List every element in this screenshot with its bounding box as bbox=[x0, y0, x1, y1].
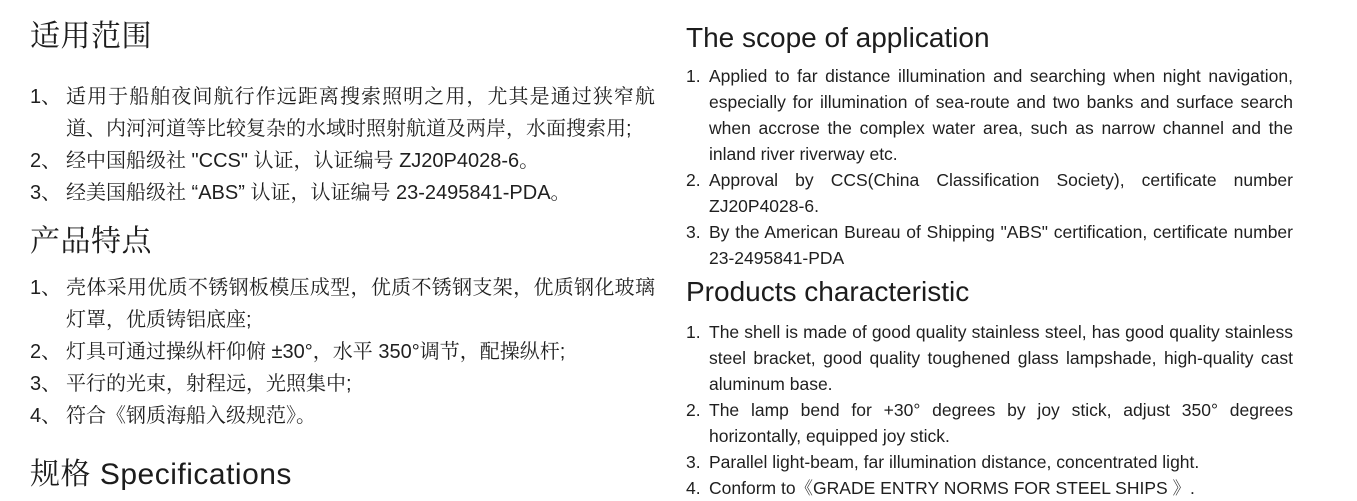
specifications-heading: 规格 Specifications bbox=[30, 458, 292, 491]
list-item bbox=[686, 167, 1293, 219]
list-item-marker: 3. bbox=[686, 452, 701, 473]
list-item-text: The lamp bend for +30° degrees by joy stick, adjust 350° degrees horizontally, equipped joy stick. bbox=[709, 400, 1293, 447]
list-item-text: 经中国船级社 "CCS" 认证，认证编号 ZJ20P4028-6。 bbox=[66, 149, 540, 172]
list-item-marker: 3、 bbox=[30, 181, 62, 204]
list-item-text: Approval by CCS(China Classification Society), certificate number ZJ20P4028-6. bbox=[709, 170, 1293, 217]
list-item-marker: 2、 bbox=[30, 149, 62, 172]
characteristics-heading-en: Products characteristic bbox=[686, 276, 970, 308]
list-item bbox=[686, 219, 1293, 271]
list-item-text: 经美国船级社 “ABS” 认证，认证编号 23-2495841-PDA。 bbox=[66, 181, 571, 204]
list-item-text: Parallel light-beam, far illumination distance, concentrated light. bbox=[709, 452, 1200, 473]
list-item-marker: 4. bbox=[686, 478, 701, 499]
scope-heading-en: The scope of application bbox=[686, 22, 990, 53]
scope-list-zh bbox=[30, 81, 655, 209]
list-item bbox=[30, 177, 655, 209]
list-item bbox=[30, 336, 655, 368]
list-item-marker: 3、 bbox=[30, 373, 62, 395]
features-heading-zh: 产品特点 bbox=[30, 224, 152, 258]
list-item bbox=[30, 400, 655, 432]
list-item-marker: 4、 bbox=[30, 405, 62, 427]
scope-list-en bbox=[686, 63, 1293, 271]
list-item-marker: 3. bbox=[686, 222, 701, 243]
list-item-marker: 1. bbox=[686, 322, 701, 343]
list-item-text: 平行的光束，射程远，光照集中; bbox=[66, 373, 352, 395]
list-item bbox=[686, 397, 1293, 449]
list-item-marker: 2. bbox=[686, 400, 701, 421]
list-item bbox=[686, 63, 1293, 167]
list-item bbox=[30, 368, 655, 400]
list-item-text: Conform to《GRADE ENTRY NORMS FOR STEEL SHIPS 》. bbox=[709, 478, 1195, 499]
list-item-text: Applied to far distance illumination and searching when night navigation, especially for illumination of sea-route and two banks and surface search when accrose the complex water area, such as narrow channel and the inland river riverway etc. bbox=[709, 66, 1293, 165]
english-column bbox=[683, 0, 1357, 499]
list-item bbox=[30, 81, 655, 145]
list-item-marker: 1、 bbox=[30, 277, 62, 299]
list-item bbox=[30, 272, 655, 336]
chinese-column bbox=[0, 0, 683, 492]
list-item bbox=[686, 449, 1293, 475]
list-item-text: 适用于船舶夜间航行作远距离搜索照明之用，尤其是通过狭窄航道、内河河道等比较复杂的水域时照射航道及两岸，水面搜索用; bbox=[66, 85, 655, 140]
features-list-zh bbox=[30, 272, 655, 432]
characteristics-list-en bbox=[686, 319, 1293, 501]
list-item-marker: 1、 bbox=[30, 85, 62, 108]
list-item-marker: 1. bbox=[686, 66, 701, 87]
list-item-text: By the American Bureau of Shipping "ABS" certification, certificate number 23-2495841-PDA bbox=[709, 222, 1293, 269]
scope-heading-zh: 适用范围 bbox=[30, 20, 152, 53]
list-item-marker: 2. bbox=[686, 170, 701, 191]
list-item-text: 符合《钢质海船入级规范》。 bbox=[66, 405, 316, 427]
list-item-text: 壳体采用优质不锈钢板模压成型，优质不锈钢支架，优质钢化玻璃灯罩，优质铸铝底座; bbox=[66, 277, 655, 331]
list-item bbox=[686, 475, 1293, 501]
list-item-marker: 2、 bbox=[30, 341, 62, 363]
list-item bbox=[686, 319, 1293, 397]
list-item-text: 灯具可通过操纵杆仰俯 ±30°，水平 350°调节，配操纵杆; bbox=[66, 341, 566, 363]
list-item bbox=[30, 145, 655, 177]
list-item-text: The shell is made of good quality stainless steel, has good quality stainless steel bracket, good quality toughened glass lampshade, high-quality cast aluminum base. bbox=[709, 322, 1293, 395]
